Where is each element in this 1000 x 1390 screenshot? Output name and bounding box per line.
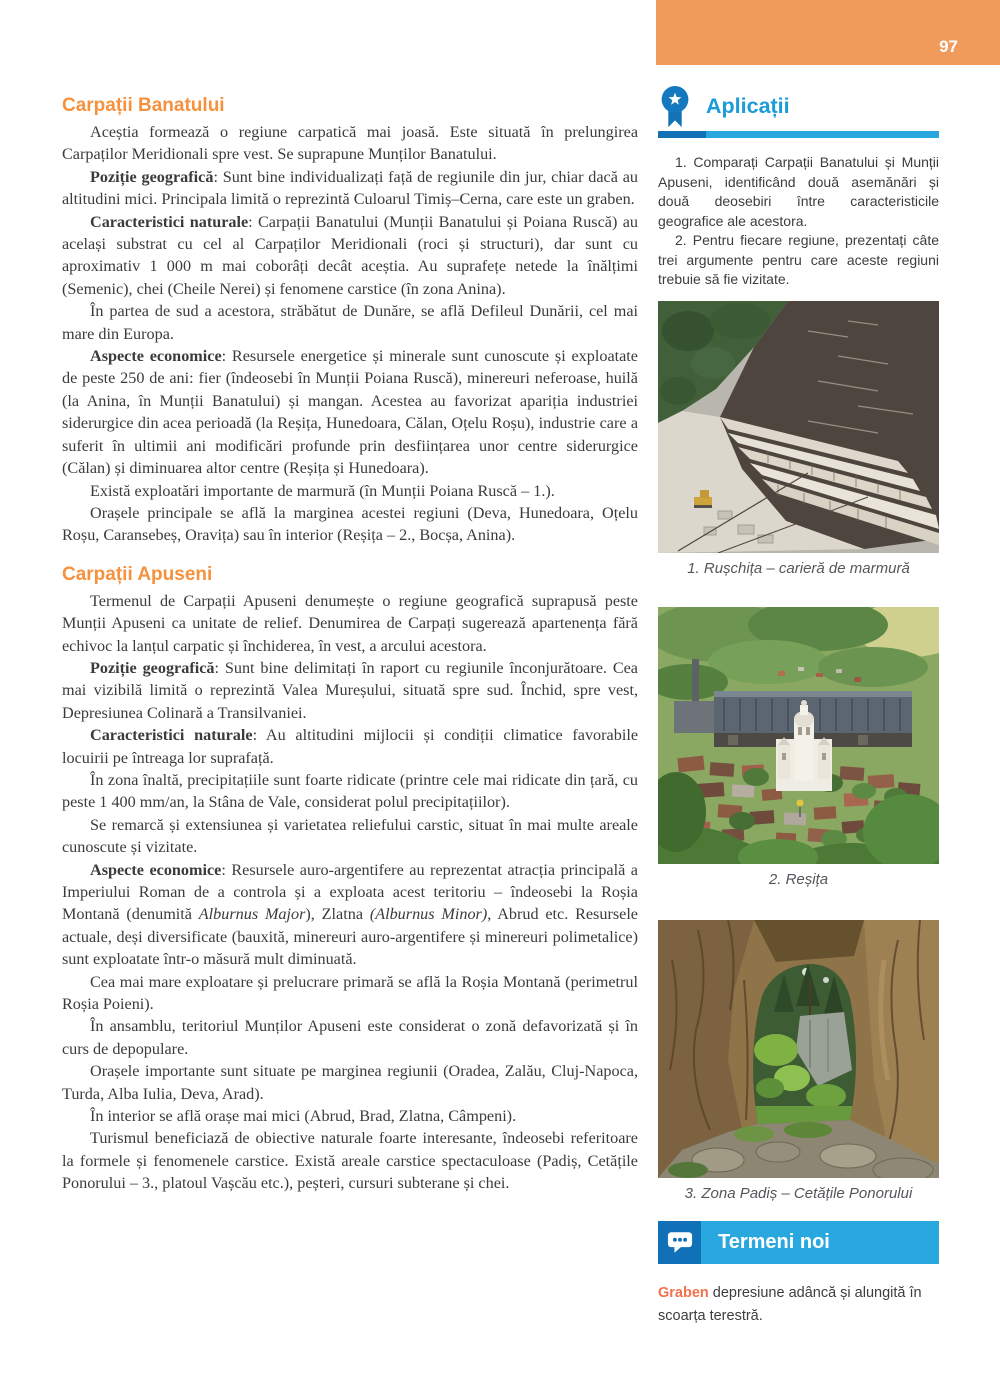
- text-run: Cea mai mare exploatare și prelucrare primară se află la Roșia Montană (perimetrul Roșia Poieni).: [62, 972, 638, 1014]
- bold-lead-in: Aspecte economice: [90, 347, 222, 366]
- paragraph: [62, 345, 638, 479]
- italic-term: (Alburnus Minor): [369, 905, 488, 924]
- aplicatii-title: Aplicații: [706, 93, 790, 118]
- text-run: Turismul beneficiază de obiective naturale foarte interesante, îndeosebi referitoare la formele și fenomenele carstice. Există areale carstice spectaculoase (Padiș, Cetățile Ponorului – 3., platoul Vașcău etc.), peșteri, cursuri subterane și chei.: [62, 1129, 638, 1193]
- text-run: : Resursele energetice și minerale sunt cunoscute și exploatate de peste 250 de ani: fier (îndeosebi în Munții Poiana Ruscă), minereuri neferoase, huilă (la Anina, în Munții Banatului) și mangan. Acestea au favorizat apariția industriei siderurgice din acea perioadă (la Reșița, Hunedoara, Călan, Oțelu Roșu), industrie care a suferit în ultimii ani modificări profunde prin desființarea unor centre siderurgice (Călan) și diminuarea altor centre (Reșița și Hunedoara).: [62, 347, 638, 478]
- figure-caption-3: 3. Zona Padiș – Cetățile Ponorului: [684, 1184, 913, 1202]
- paragraph: [62, 480, 638, 502]
- page-header-band: [656, 0, 1000, 65]
- section-heading-banatului: Carpații Banatului: [62, 95, 225, 116]
- paragraph: [62, 859, 638, 971]
- text-run: În zona înaltă, precipitațiile sunt foarte ridicate (printre cele mai ridicate din țară, cu peste 1 400 mm/an, la Stâna de Vale, considerat polul precipitațiilor).: [62, 770, 638, 812]
- paragraph: [62, 1105, 638, 1127]
- text-run: Orașele importante sunt situate pe marginea regiunii (Oradea, Zalău, Cluj-Napoca, Turda, Alba Iulia, Deva, Arad).: [62, 1062, 638, 1103]
- text-run: În ansamblu, teritoriul Munților Apuseni este considerat o zonă defavorizată și în curs de depopulare.: [62, 1017, 638, 1058]
- paragraph: [62, 1060, 638, 1105]
- text-run: , Abrud etc. Resursele actuale, deși diversificate (bauxită, minereuri auro-argentifere și minereuri polimetalice) sunt exploatate într-o măsură mult diminuată.: [62, 905, 638, 969]
- text-run: ), Zlatna: [305, 905, 370, 924]
- figure-cave: [658, 920, 939, 1204]
- aplicatii-divider: [658, 131, 939, 138]
- bold-lead-in: Poziție geografică: [90, 658, 215, 677]
- bold-lead-in: Poziție geografică: [90, 167, 214, 186]
- bold-lead-in: Aspecte economice: [90, 860, 222, 879]
- text-run: În interior se află orașe mai mici (Abrud, Brad, Zlatna, Câmpeni).: [90, 1107, 517, 1126]
- article-sections: [62, 94, 638, 1195]
- figure-resita: [658, 607, 939, 890]
- figure-quarry: [658, 301, 939, 579]
- termeni-noi-banner: [658, 1221, 939, 1264]
- text-run: : Au altitudini mijlocii și condiții climatice favorabile locuirii pe întreaga lor suprafață.: [62, 726, 638, 767]
- italic-term: Alburnus Major: [198, 905, 306, 924]
- cave-photo-illustration: [658, 920, 939, 1178]
- term-word: Graben: [658, 1284, 709, 1301]
- paragraph: [62, 724, 638, 769]
- term-text: depresiune adâncă și alungită în scoarța terestră.: [658, 1284, 922, 1324]
- term-definition: [658, 1282, 939, 1328]
- divider-dark-segment: [658, 131, 706, 138]
- sidebar: [658, 85, 939, 1328]
- bold-lead-in: Caracteristici naturale: [90, 726, 253, 745]
- text-run: Există exploatări importante de marmură (în Munții Poiana Ruscă – 1.).: [90, 481, 555, 500]
- resita-photo-illustration: [658, 607, 939, 864]
- chat-bubble-icon: [667, 1231, 693, 1254]
- paragraph: [62, 1127, 638, 1194]
- paragraph: [62, 769, 638, 814]
- section-heading-apuseni: Carpații Apuseni: [62, 563, 213, 585]
- text-run: : Resursele auro-argentifere au reprezentat atracția principală a Imperiului Roman de a controla și a exploata acest teritoriu – îndeosebi la Roșia Montană (denumită: [62, 860, 638, 924]
- paragraph: [62, 166, 638, 211]
- quarry-photo-illustration: [658, 301, 939, 553]
- text-run: : Sunt bine individualizați față de regiunile din jur, chiar dacă au altitudini mici. Principala limită o reprezintă Culoarul Timiș–Cerna, care este un graben.: [62, 167, 638, 209]
- task-list: [658, 153, 939, 290]
- termeni-noi-title: Termeni noi: [718, 1230, 830, 1253]
- paragraph: [62, 657, 638, 724]
- medal-star-icon: [658, 85, 692, 129]
- paragraph: [62, 971, 638, 1016]
- chat-icon-box: [658, 1221, 701, 1264]
- aplicatii-header: [658, 85, 939, 129]
- paragraph: [62, 211, 638, 301]
- paragraph: [62, 121, 638, 166]
- page-number: 97: [939, 37, 958, 56]
- text-run: Orașele principale se află la marginea acestei regiuni (Deva, Hunedoara, Oțelu Roșu, Caransebeș, Oravița) sau în interior (Reșița – 2., Bocșa, Anina).: [62, 503, 638, 545]
- task-item-1: 1. Comparați Carpații Banatului și Munții Apuseni, identificând două asemănări și două deosebiri între caracteristicile geografice ale acestora.: [658, 154, 939, 229]
- text-run: Aceștia formează o regiune carpatică mai joasă. Este situată în prelungirea Carpaților Meridionali spre vest. Se suprapune Munților Banatului.: [62, 123, 638, 164]
- text-run: Termenul de Carpații Apuseni denumește o regiune geografică suprapusă peste Munții Apuseni ca unitate de relief. Denumirea de Carpați sugerează apartenența fără echivoc la lanțul carpatic și închiderea, în vest, a arcului acestora.: [62, 591, 638, 655]
- figure-caption-1: 1. Rușchița – carieră de marmură: [687, 559, 910, 577]
- paragraph: [62, 814, 638, 859]
- paragraph: [62, 590, 638, 657]
- text-run: Se remarcă și extensiunea și varietatea reliefului carstic, situat în mai multe areale cunoscute și vizitate.: [62, 815, 638, 857]
- bold-lead-in: Caracteristici naturale: [90, 212, 249, 231]
- paragraph: [62, 1015, 638, 1060]
- text-run: : Sunt bine delimitați în raport cu regiunile înconjurătoare. Cea mai vizibilă limită o reprezintă Valea Mureșului, situată spre sud. Închid, spre vest, Depresiunea Colinară a Transilvaniei.: [62, 658, 638, 722]
- article-column: [62, 94, 638, 1195]
- task-item-2: 2. Pentru fiecare regiune, prezentați câte trei argumente pentru care aceste regiuni trebuie să fie vizitate.: [658, 232, 939, 287]
- figure-caption-2: 2. Reșița: [768, 870, 829, 888]
- paragraph: [62, 300, 638, 345]
- paragraph: [62, 502, 638, 547]
- text-run: În partea de sud a acestora, străbătut de Dunăre, se află Defileul Dunării, cel mai mare din Europa.: [62, 302, 638, 343]
- text-run: : Carpații Banatului (Munții Banatului și Poiana Ruscă) au același substrat cu cel al Carpaților Meridionali (roci și structuri), dar sunt cu aproximativ 1 000 m mai coborâți decât aceștia. Au suprafețe netede la înălțimi (Semenic), chei (Cheile Nerei) și fenomene carstice (în zona Anina).: [62, 212, 638, 298]
